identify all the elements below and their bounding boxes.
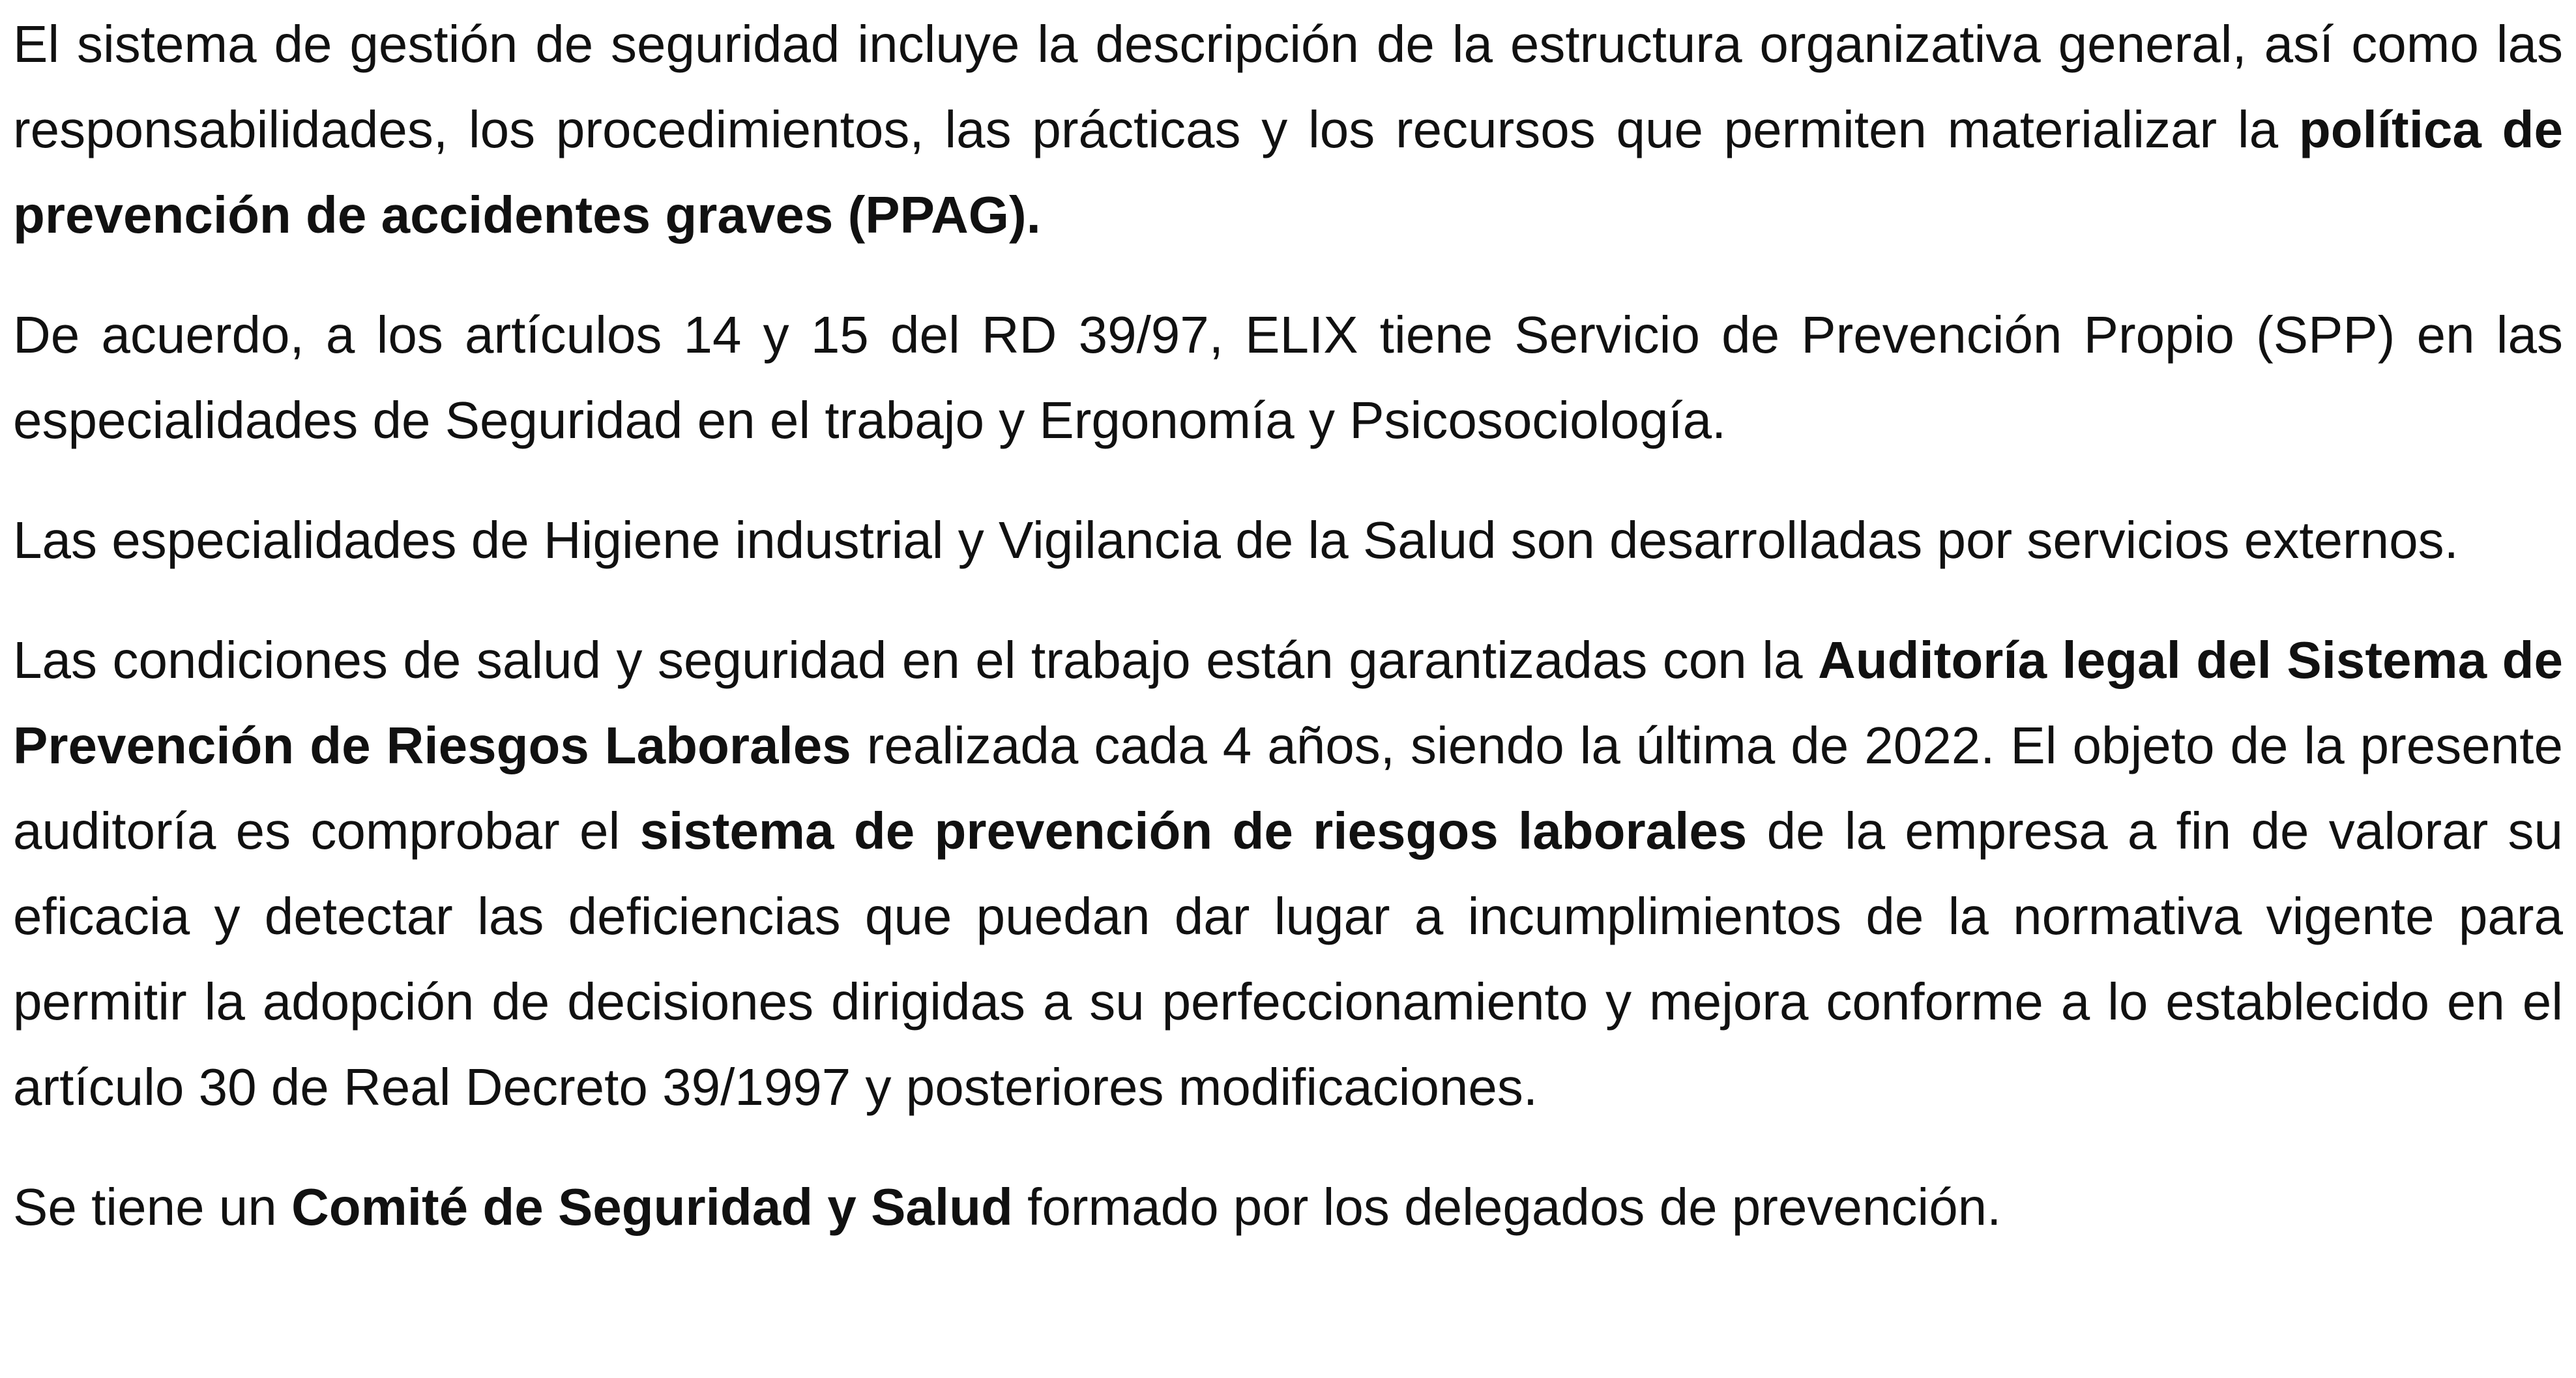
text-segment: De acuerdo, a los artículos 14 y 15 del RD 39/97, ELIX tiene Servicio de Prevención Propio (SPP) en las especialidades de Seguridad en el trabajo y Ergonomía y Psicosociología.: [13, 306, 2563, 449]
paragraph-external-services: [13, 497, 2563, 583]
text-segment: formado por los delegados de prevención.: [1012, 1178, 2002, 1236]
paragraph-health-committee: [13, 1164, 2563, 1250]
text-segment: Las condiciones de salud y seguridad en el trabajo están garantizadas con la: [13, 631, 1818, 689]
text-segment: Se tiene un: [13, 1178, 291, 1236]
paragraph-sgs-description: [13, 1, 2563, 257]
bold-segment: política de prevención de accidentes graves (PPAG).: [13, 100, 2564, 244]
text-segment: Las especialidades de Higiene industrial y Vigilancia de la Salud son desarrolladas por servicios externos.: [13, 511, 2459, 569]
text-segment: El sistema de gestión de seguridad incluye la descripción de la estructura organizativa general, así como las responsabilidades, los procedimientos, las prácticas y los recursos que permiten materializar la: [13, 15, 2563, 158]
paragraph-legal-audit: [13, 617, 2563, 1130]
document-body: [13, 1, 2563, 1250]
bold-segment: sistema de prevención de riesgos laborales: [639, 802, 1748, 860]
text-segment: de la empresa a fin de valorar su eficacia y detectar las deficiencias que puedan dar lugar a incumplimientos de la normativa vigente para permitir la adopción de decisiones dirigidas a su perfeccionamiento y mejora conforme a lo establecido en el artículo 30 de Real Decreto 39/1997 y posteriores modificaciones.: [13, 802, 2564, 1116]
bold-segment: Auditoría legal del Sistema de Prevención de Riesgos Laborales: [13, 631, 2563, 774]
bold-segment: Comité de Seguridad y Salud: [291, 1178, 1013, 1236]
text-segment: realizada cada 4 años, siendo la última de 2022. El objeto de la presente auditoría es comprobar el: [13, 716, 2564, 860]
paragraph-spp: [13, 292, 2563, 463]
